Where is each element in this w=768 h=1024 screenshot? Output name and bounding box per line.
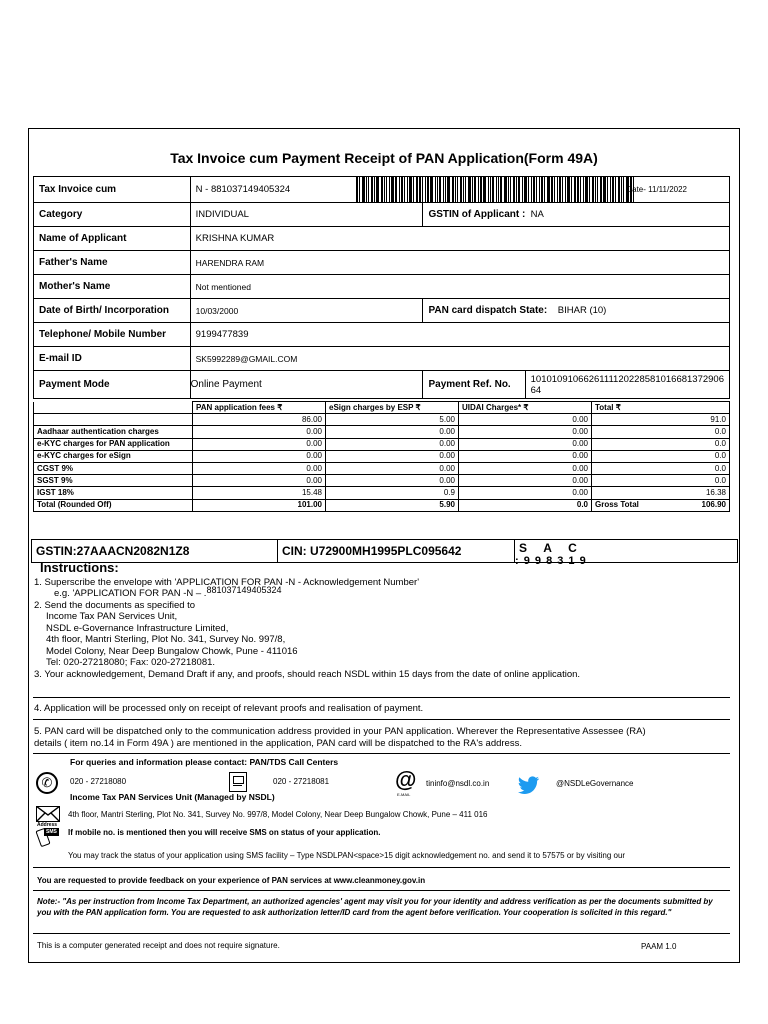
phone-label: Telephone/ Mobile Number	[34, 323, 191, 347]
payment-ref-value: 1010109106626111120228581016681372906 64	[525, 371, 729, 399]
dispatch-label: PAN card dispatch State:	[428, 305, 548, 316]
charge-amount: 0.00	[193, 475, 326, 487]
charge-amount: 0.00	[459, 426, 592, 438]
charge-row	[34, 438, 730, 450]
invoice-date: Date- 11/11/2022	[626, 185, 687, 194]
nsdl-address	[46, 611, 734, 669]
charge-amount: 0.00	[326, 438, 459, 450]
verification-note: Note:- "As per instruction from Income Tax Department, an authorized agencies' agent may visit you for your identity and address verification as per the documents submitted by you with the PAN application form. You are requested to ask authorization letter/ID card from the agent before verification. Your cooperation is solicited in this regard."	[37, 897, 713, 917]
charge-amount: 0.00	[459, 462, 592, 474]
category-label: Category	[34, 203, 191, 227]
fax-icon	[229, 772, 247, 792]
charge-amount: 5.00	[326, 414, 459, 426]
contact-email: tininfo@nsdl.co.in	[426, 779, 490, 788]
instruction-4: 4. Application will be processed only on receipt of relevant proofs and realisation of payment.	[34, 703, 424, 714]
page-title: Tax Invoice cum Payment Receipt of PAN Application(Form 49A)	[170, 150, 598, 166]
charge-amount: 0.00	[326, 426, 459, 438]
gst-table	[31, 539, 738, 567]
charge-row-label: CGST 9%	[34, 462, 193, 474]
charge-row-label: Aadhaar authentication charges	[34, 426, 193, 438]
charge-amount: 0.0	[592, 438, 730, 450]
charge-row-label	[34, 414, 193, 426]
divider	[33, 933, 730, 934]
sac-value: : 9 9 8 3 1 9	[515, 555, 587, 567]
instruction-2: 2. Send the documents as specified to	[34, 599, 196, 611]
dob-label: Date of Birth/ Incorporation	[34, 299, 191, 323]
address-line-5: Tel: 020-27218080; Fax: 020-27218081.	[46, 657, 216, 668]
email-value: SK5992289@GMAIL.COM	[190, 347, 729, 371]
charge-row-label: e-KYC charges for PAN application	[34, 438, 193, 450]
charge-amount: 0.00	[459, 414, 592, 426]
sac-label: S A C	[519, 541, 577, 555]
email-icon-caption: E-MAIL	[397, 792, 411, 797]
address-line-2: NSDL e-Governance Infrastructure Limited,	[46, 622, 229, 634]
instruction-1-example: e.g. 'APPLICATION FOR PAN -N – .	[54, 588, 207, 599]
charge-amount: 0.00	[193, 450, 326, 462]
barcode	[356, 176, 636, 202]
footer-version: PAAM 1.0	[641, 942, 677, 951]
header-esign: eSign charges by ESP ₹	[326, 402, 459, 414]
charge-amount: 0.0	[592, 426, 730, 438]
charge-amount: 86.00	[193, 414, 326, 426]
instruction-5a: 5. PAN card will be dispatched only to the communication address provided in your PAN application. Wherever the Representative Assessee (RA)	[34, 726, 646, 737]
payment-ref-label: Payment Ref. No.	[423, 371, 525, 399]
charges-table	[33, 401, 730, 512]
address-icon-caption: Address	[37, 822, 58, 828]
charge-amount: 0.00	[326, 475, 459, 487]
track-note: You may track the status of your application using SMS facility – Type NSDLPAN<space>15 digit acknowledgement no. and send it to 57575 or by visiting our	[68, 851, 626, 860]
applicant-info-table	[33, 176, 730, 399]
mother-label: Mother's Name	[34, 275, 191, 299]
charge-amount: 0.00	[459, 438, 592, 450]
father-label: Father's Name	[34, 251, 191, 275]
charge-row	[34, 487, 730, 499]
mother-value: Not mentioned	[190, 275, 729, 299]
header-total: Total ₹	[592, 402, 730, 414]
charge-row-label: e-KYC charges for eSign	[34, 450, 193, 462]
charge-amount: 91.0	[592, 414, 730, 426]
contact-address: 4th floor, Mantri Sterling, Plot No. 341, Survey No. 997/8, Model Colony, Near Deep Bungalow Chowk, Pune – 411 016	[68, 810, 488, 819]
charge-amount: 0.0	[592, 462, 730, 474]
gstin: GSTIN:27AAACN2082N1Z8	[32, 540, 278, 563]
feedback-note: You are requested to provide feedback on your experience of PAN services at www.cleanmoney.gov.in	[37, 876, 426, 885]
total-label: Total (Rounded Off)	[34, 499, 193, 511]
gstin-applicant-label: GSTIN of Applicant :	[428, 209, 526, 220]
charge-amount: 0.00	[193, 462, 326, 474]
instruction-1: 1. Superscribe the envelope with 'APPLICATION FOR PAN -N - Acknowledgement Number'	[34, 576, 420, 588]
charge-amount: 0.0	[592, 450, 730, 462]
total-pan: 101.00	[193, 499, 326, 511]
name-value: KRISHNA KUMAR	[190, 227, 729, 251]
divider	[33, 697, 730, 698]
divider	[33, 890, 730, 891]
gross-total-label: Gross Total	[595, 500, 639, 510]
phone-icon: ✆	[36, 772, 58, 794]
sms-icon-caption: SMS	[46, 829, 57, 835]
instructions-heading: Instructions:	[40, 560, 119, 575]
gstin-applicant-value: NA	[530, 209, 544, 220]
charge-amount: 0.9	[326, 487, 459, 499]
charge-row-label: IGST 18%	[34, 487, 193, 499]
charge-amount: 0.00	[193, 426, 326, 438]
invoice-number: N - 881037149405324	[195, 184, 291, 195]
divider	[33, 719, 730, 720]
divider	[33, 867, 730, 868]
twitter-handle: @NSDLeGovernance	[556, 779, 634, 788]
phone-value: 9199477839	[190, 323, 729, 347]
name-label: Name of Applicant	[34, 227, 191, 251]
dob-value: 10/03/2000	[190, 299, 423, 323]
address-line-1: Income Tax PAN Services Unit,	[46, 611, 178, 622]
charge-amount: 15.48	[193, 487, 326, 499]
charge-amount: 0.00	[459, 487, 592, 499]
instructions	[34, 562, 734, 680]
footer-disclaimer: This is a computer generated receipt and does not require signature.	[37, 941, 280, 950]
divider	[33, 753, 730, 754]
payment-mode-label: Payment Mode	[34, 371, 191, 399]
charge-row	[34, 414, 730, 426]
charge-amount: 0.0	[592, 475, 730, 487]
contact-heading: For queries and information please contact: PAN/TDS Call Centers	[70, 757, 339, 767]
category-value: INDIVIDUAL	[190, 203, 423, 227]
charge-amount: 0.00	[326, 450, 459, 462]
charge-row	[34, 450, 730, 462]
instruction-3: 3. Your acknowledgement, Demand Draft if any, and proofs, should reach NSDL within 15 days from the date of online application.	[34, 668, 581, 680]
total-esign: 5.90	[326, 499, 459, 511]
instruction-5b: details ( item no.14 in Form 49A ) are mentioned in the application, PAN card will be dispatched to the RA's address.	[34, 737, 522, 749]
header-uidai: UIDAI Charges* ₹	[459, 402, 592, 414]
fax-number: 020 - 27218081	[273, 777, 330, 786]
charge-amount: 0.00	[459, 450, 592, 462]
payment-mode-value: Online Payment	[190, 371, 423, 399]
sms-note: If mobile no. is mentioned then you will receive SMS on status of your application.	[68, 828, 381, 837]
charge-row-label: SGST 9%	[34, 475, 193, 487]
charge-amount: 0.00	[193, 438, 326, 450]
twitter-icon	[518, 776, 540, 799]
total-uidai: 0.0	[459, 499, 592, 511]
charge-row	[34, 462, 730, 474]
sms-icon	[36, 828, 58, 848]
gross-total-value: 106.90	[701, 500, 726, 510]
charge-row	[34, 475, 730, 487]
dispatch-value: BIHAR (10)	[557, 305, 607, 316]
envelope-icon	[36, 806, 60, 822]
cin: CIN: U72900MH1995PLC095642	[278, 540, 515, 563]
phone-number: 020 - 27218080	[70, 777, 127, 786]
email-icon: @	[395, 767, 417, 792]
email-label: E-mail ID	[34, 347, 191, 371]
charge-amount: 0.00	[326, 462, 459, 474]
pan-services-unit: Income Tax PAN Services Unit (Managed by NSDL)	[70, 792, 275, 802]
charge-row	[34, 426, 730, 438]
charge-amount: 16.38	[592, 487, 730, 499]
header-pan-fees: PAN application fees ₹	[193, 402, 326, 414]
charge-amount: 0.00	[459, 475, 592, 487]
invoice-label: Tax Invoice cum	[34, 177, 191, 203]
address-line-4: Model Colony, Near Deep Bungalow Chowk, Pune - 411016	[46, 645, 298, 657]
instruction-1-ack-number: 881037149405324	[206, 585, 282, 595]
father-value: HARENDRA RAM	[190, 251, 729, 275]
address-line-3: 4th floor, Mantri Sterling, Plot No. 341, Survey No. 997/8,	[46, 634, 286, 645]
